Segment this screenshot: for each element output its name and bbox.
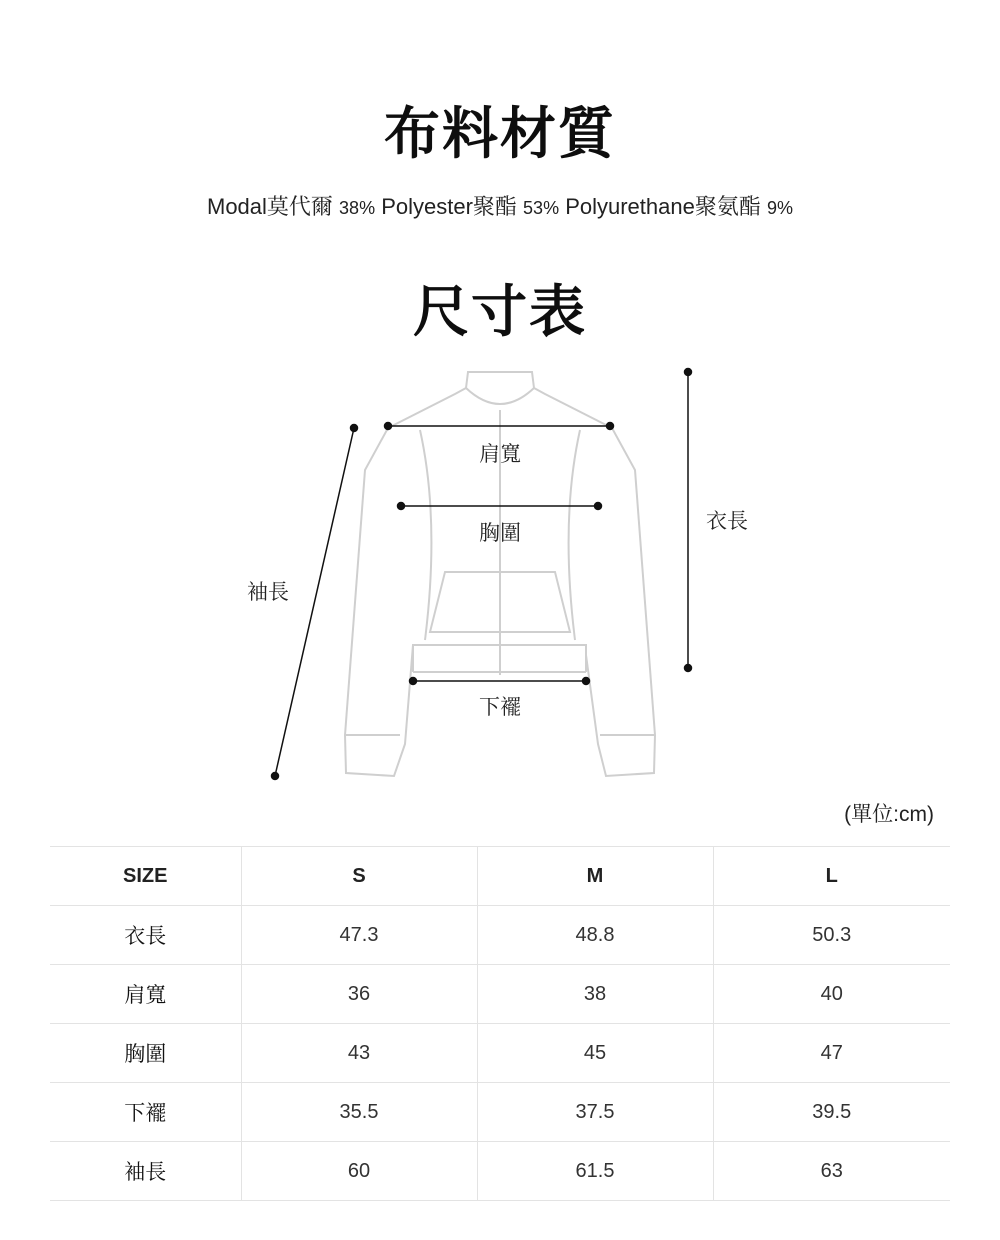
material-name: Modal莫代爾 <box>207 194 333 219</box>
table-cell: 63 <box>713 1142 950 1201</box>
measure-dot <box>385 423 392 430</box>
size-chart-title: 尺寸表 <box>413 280 587 345</box>
length-label: 衣長 <box>706 509 748 533</box>
unit-note: (單位:cm) <box>844 803 934 826</box>
header-cell: S <box>241 847 477 906</box>
table-row <box>50 906 950 965</box>
table-header-row <box>50 847 950 906</box>
fabric-composition <box>0 190 1000 221</box>
jacket-measurement-diagram <box>0 355 1000 795</box>
measure-dot <box>595 503 602 510</box>
table-cell: 47.3 <box>241 906 477 965</box>
measure-dot <box>685 665 692 672</box>
table-cell: 61.5 <box>477 1142 713 1201</box>
material-name: Polyester聚酯 <box>381 194 517 219</box>
table-row <box>50 1142 950 1201</box>
table-cell: 43 <box>241 1024 477 1083</box>
measure-dot <box>410 678 417 685</box>
chest-label: 胸圍 <box>479 521 521 545</box>
material-percent: 38% <box>339 198 376 218</box>
material-name: Polyurethane聚氨酯 <box>565 194 761 219</box>
shoulder-label: 肩寬 <box>479 442 521 466</box>
material-percent: 53% <box>523 198 560 218</box>
row-label: 肩寬 <box>50 965 241 1024</box>
measure-dot <box>583 678 590 685</box>
table-cell: 45 <box>477 1024 713 1083</box>
sleeve-label: 袖長 <box>247 580 289 604</box>
size-table <box>50 846 950 1201</box>
row-label: 袖長 <box>50 1142 241 1201</box>
table-cell: 48.8 <box>477 906 713 965</box>
table-cell: 36 <box>241 965 477 1024</box>
header-cell: M <box>477 847 713 906</box>
measure-dot <box>272 773 279 780</box>
table-cell: 39.5 <box>713 1083 950 1142</box>
table-row <box>50 1083 950 1142</box>
material-percent: 9% <box>766 198 793 218</box>
header-cell: L <box>713 847 950 906</box>
table-cell: 60 <box>241 1142 477 1201</box>
row-label: 胸圍 <box>50 1024 241 1083</box>
fabric-title: 布料材質 <box>384 102 616 167</box>
measure-dot <box>607 423 614 430</box>
table-row <box>50 1024 950 1083</box>
row-label: 下襬 <box>50 1083 241 1142</box>
measure-dot <box>351 425 358 432</box>
measure-dot <box>685 369 692 376</box>
measure-dot <box>398 503 405 510</box>
table-cell: 50.3 <box>713 906 950 965</box>
table-cell: 37.5 <box>477 1083 713 1142</box>
header-cell: SIZE <box>50 847 241 906</box>
hem-label: 下襬 <box>479 695 521 719</box>
table-cell: 35.5 <box>241 1083 477 1142</box>
table-cell: 47 <box>713 1024 950 1083</box>
table-cell: 40 <box>713 965 950 1024</box>
table-row <box>50 965 950 1024</box>
table-cell: 38 <box>477 965 713 1024</box>
row-label: 衣長 <box>50 906 241 965</box>
